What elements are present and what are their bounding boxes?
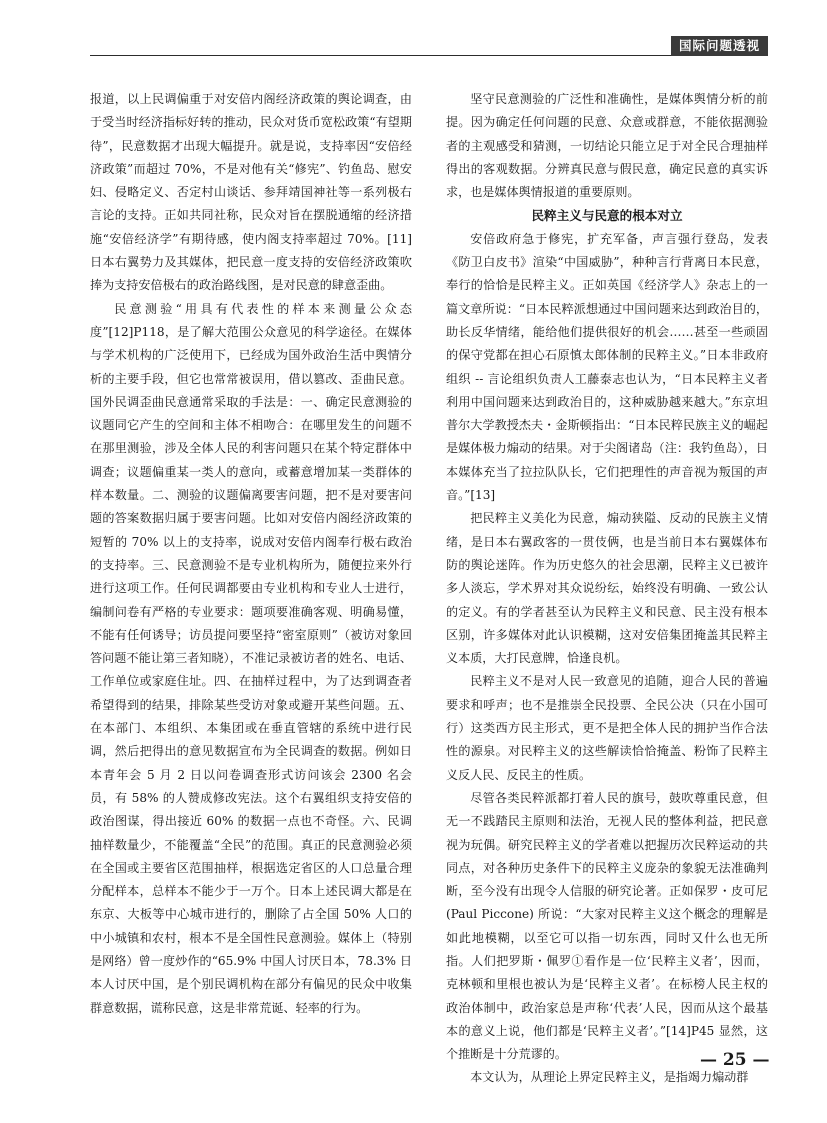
running-header [90,36,768,56]
paragraph: 本文认为，从理论上界定民粹主义，是指竭力煽动群 [470,1070,749,1085]
page-number: — 25 — [700,1050,770,1070]
section-label: 国际问题透视 [671,36,768,56]
paragraph: 民粹主义不是对人民一致意见的追随，迎合人民的普遍要求和呼声；也不是推崇全民投票、全民公决（只在小国可行）这类西方民主形式，更不是把全体人民的拥护当作合法性的源泉。对民粹主义的这些解读恰恰掩盖、粉饰了民粹主义反人民、反民主的性质。 [446,674,768,782]
paragraph: 坚守民意测验的广泛性和准确性，是媒体舆情分析的前提。因为确定任何问题的民意、众意或群意，不能依据测验者的主观感受和猜测，一切结论只能立足于对全民合理抽样得出的客观数据。分辨真民意与假民意，确定民意的真实诉求，也是媒体舆情报道的重要原则。 [446,92,768,200]
paragraph: 安倍政府急于修宪，扩充军备，声言强行登岛，发表《防卫白皮书》渲染“中国威胁”，种种言行背离日本民意，奉行的恰恰是民粹主义。正如英国《经济学人》杂志上的一篇文章所说：“日本民粹派想通过中国问题来达到政治目的，助长反华情绪，能给他们提供很好的机会……甚至一些顽固的保守党都在担心石原慎太郎体制的民粹主义。”日本非政府组织 -- 言论组织负责人工藤泰志也认为，“日本民粹主义者利用中国问题来达到政治目的，这种威胁越来越大。”东京坦普尔大学教授杰夫・金斯顿指出：“日本民粹民族主义的崛起是媒体极力煽动的结果。对于尖阁诸岛（注：我钓鱼岛），日本媒体充当了拉拉队队长，它们把理性的声音视为叛国的声音。”[13] [446,231,768,503]
section-heading: 民粹主义与民意的根本对立 [531,208,683,224]
paragraph: 尽管各类民粹派都打着人民的旗号，鼓吹尊重民意，但无一不践踏民主原则和法治，无视人民的整体利益，把民意视为玩偶。研究民粹主义的学者难以把握历次民粹运动的共同点，对各种历史条件下的民粹主义庞杂的象貌无法准确判断，至今没有出现令人信服的研究论著。正如保罗・皮可尼 (Paul Piccone) 所说：“大家对民粹主义这个概念的理解是如此地模糊，以至它可以指一切东西，同时又什么也无所指。人们把罗斯・佩罗①看作是一位‘民粹主义者’，因而，克林顿和里根也被认为是‘民粹主义者’。在标榜人民主权的政治体制中，政治家总是声称‘代表’人民，因而从这个最基本的意义上说，他们都是‘民粹主义者’。”[14]P45 显然，这个推断是十分荒谬的。 [446,790,768,1062]
paragraph: 民意测验“用具有代表性的样本来测量公众态度”[12]P118，是了解大范围公众意见的科学途径。在媒体与学术机构的广泛使用下，已经成为国外政治生活中舆情分析的主要手段，但它也常常被误用，借以篡改、歪曲民意。国外民调歪曲民意通常采取的手法是：一、确定民意测验的议题同它产生的空间和主体不相吻合：在哪里发生的问题不在那里测验，涉及全体人民的利害问题只在某个特定群体中调查；议题偏重某一类人的意向，或蓄意增加某一类群体的样本数量。二、测验的议题偏离要害问题，把不是对要害问题的答案数据归属于要害问题。比如对安倍内阁经济政策的短暂的 70% 以上的支持率，说成对安倍内阁奉行极右政治的支持率。三、民意测验不是专业机构所为，随便拉来外行进行这项工作。任何民调都要由专业机构和专业人士进行，编制问卷有严格的专业要求：题项要准确客观、明确易懂，不能有任何诱导；访员提问要坚持“密室原则”（被访对象回答问题不能让第三者知晓），不准记录被访者的姓名、电话、工作单位或家庭住址。四、在抽样过程中，为了达到调查者希望得到的结果，排除某些受访对象或避开某些问题。五、在本部门、本组织、本集团或在垂直管辖的系统中进行民调，然后把得出的意见数据宣布为全民调查的数据。例如日本青年会 5 月 2 日以问卷调查形式访问该会 2300 名会员，有 58% 的人赞成修改宪法。这个右翼组织支持安倍的政治图谋，得出接近 60% 的数据一点也不奇怪。六、民调抽样数量少，不能覆盖“全民”的范围。真正的民意测验必须在全国或主要省区范围抽样，根据选定省区的人口总量合理分配样本，总样本不能少于一万个。日本上述民调大都是在东京、大板等中心城市进行的，删除了占全国 50% 人口的中小城镇和农村，根本不是全国性民意测验。媒体上（特别是网络）曾一度炒作的“65.9% 中国人讨厌日本，78.3% 日本人讨厌中国，是个别民调机构在部分有偏见的民众中收集群意数据，谎称民意，这是非常荒诞、轻率的行为。 [90,301,412,1015]
header-rule [90,55,768,56]
right-column [446,88,768,1090]
left-column [90,88,412,1020]
paragraph: 报道，以上民调偏重于对安倍内阁经济政策的舆论调查，由于受当时经济指标好转的推动，民众对货币宽松政策“有望期待”，民意数据才出现大幅提升。就是说，支持率因“安倍经济政策”而超过 70%，不是对他有关“修宪”、钓鱼岛、慰安妇、侵略定义、否定村山谈话、参拜靖国神社等一系列极右言论的支持。正如共同社称，民众对旨在摆脱通缩的经济措施“安倍经济学”有期待感，使内阁支持率超过 70%。[11] 日本右翼势力及其媒体，把民意一度支持的安倍经济政策吹捧为支持安倍极右的政治路线图，是对民意的肆意歪曲。 [90,92,412,293]
paragraph: 把民粹主义美化为民意，煽动狭隘、反动的民族主义情绪，是日本右翼政客的一贯伎俩，也是当前日本右翼媒体布防的舆论迷阵。作为历史悠久的社会思潮，民粹主义已被许多人淡忘，学术界对其众说纷纭，始终没有明确、一致公认的定义。有的学者甚至认为民粹主义和民意、民主没有根本区别，许多媒体对此认识模糊，这对安倍集团掩盖其民粹主义本质，大打民意牌，恰逢良机。 [446,511,768,666]
